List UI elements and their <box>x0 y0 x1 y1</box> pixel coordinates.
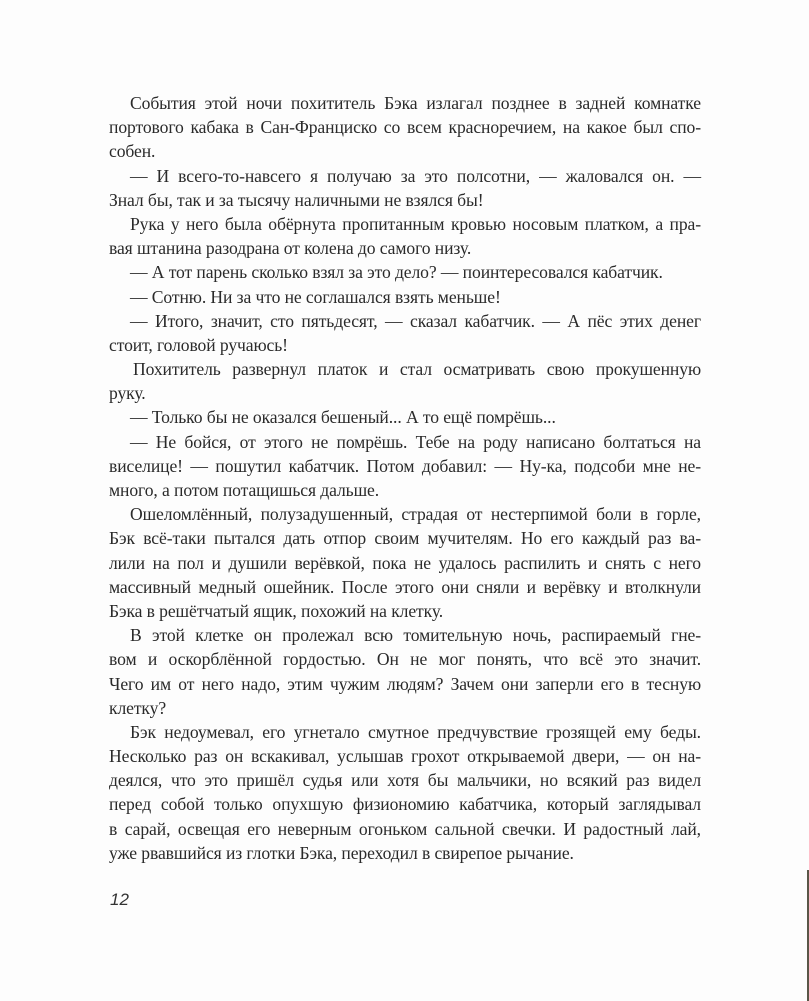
text-line: клетку? <box>109 697 167 718</box>
text-line: В этой клетке он пролежал всю томительную ночь, распираемый гне- <box>130 625 701 646</box>
text-line: Похититель развернул платок и стал осматривать свою прокушенную <box>133 359 701 380</box>
text-line: — Не бойся, от этого не помрёшь. Тебе на роду написано болтаться на <box>130 431 701 452</box>
text-line: События этой ночи похититель Бэка излагал позднее в задней комнатке <box>130 93 701 113</box>
paragraph <box>109 164 701 212</box>
text-line: в сарай, освещая его неверным огоньком сальной свечки. И радостный лай, <box>109 818 701 839</box>
text-line: — И всего-то-навсего я получаю за это полсотни, — жаловался он. — <box>130 165 701 186</box>
text-line: уже рвавшийся из глотки Бэка, переходил в свирепое рычание. <box>109 842 574 863</box>
paragraph <box>109 357 701 405</box>
text-line: много, а потом потащишься дальше. <box>109 480 380 500</box>
text-line: руку. <box>109 383 146 404</box>
text-line: стоит, головой ручаюсь! <box>109 334 288 355</box>
paragraph <box>109 260 701 284</box>
paragraph <box>109 720 701 865</box>
paragraph <box>109 309 701 357</box>
text-line: деялся, что это пришёл судья или хотя бы мальчики, но всякий раз видел <box>109 770 701 791</box>
text-line: собен. <box>109 141 156 162</box>
paragraph <box>109 285 701 309</box>
text-line: вая штанина разодрана от колена до самого низу. <box>109 238 472 259</box>
text-line: Знал бы, так и за тысячу наличными не взялся бы! <box>109 189 484 210</box>
text-line: лили на пол и душили верёвкой, пока не удалось распилить и снять с него <box>109 552 701 573</box>
text-line: — Только бы не оказался бешеный... А то ещё помрёшь... <box>130 407 556 428</box>
body-text <box>109 91 701 865</box>
text-line: виселице! — пошутил кабатчик. Потом добавил: — Ну-ка, подсоби мне не- <box>109 455 701 476</box>
paragraph <box>109 405 701 429</box>
paragraph <box>109 91 701 164</box>
paragraph <box>109 212 701 260</box>
text-line: Бэк недоумевал, его угнетало смутное предчувствие грозящей ему беды. <box>130 721 701 742</box>
paragraph <box>109 430 701 503</box>
text-line: массивный медный ошейник. После этого они сняли и верёвку и втолкнули <box>109 576 701 597</box>
text-line: Бэк всё-таки пытался дать отпор своим мучителям. Но его каждый раз ва- <box>109 528 701 549</box>
text-line: вом и оскорблённой гордостью. Он не мог понять, что всё это значит. <box>109 649 701 670</box>
text-line: перед собой только опухшую физиономию кабатчика, который заглядывал <box>109 794 701 815</box>
text-line: Несколько раз он вскакивал, услышав грохот открываемой двери, — он на- <box>109 746 701 767</box>
text-line: Бэка в решётчатый ящик, похожий на клетку. <box>109 600 444 621</box>
text-line: Ошеломлённый, полузадушенный, страдая от нестерпимой боли в горле, <box>130 504 701 525</box>
text-line: портового кабака в Сан-Франциско со всем красноречием, на какое был спо- <box>109 117 701 138</box>
text-line: — Итого, значит, сто пятьдесят, — сказал кабатчик. — А пёс этих денег <box>130 310 701 331</box>
text-line: Рука у него была обёрнута пропитанным кровью носовым платком, а пра- <box>130 213 701 234</box>
text-line: — Сотню. Ни за что не соглашался взять меньше! <box>130 286 501 307</box>
paragraph <box>109 502 701 623</box>
text-line: Чего им от него надо, этим чужим людям? Зачем они заперли его в тесную <box>109 673 701 694</box>
paragraph <box>109 623 701 720</box>
text-line: — А тот парень сколько взял за это дело? — поинтересовался кабатчик. <box>130 262 663 283</box>
page-number: 12 <box>110 890 129 909</box>
